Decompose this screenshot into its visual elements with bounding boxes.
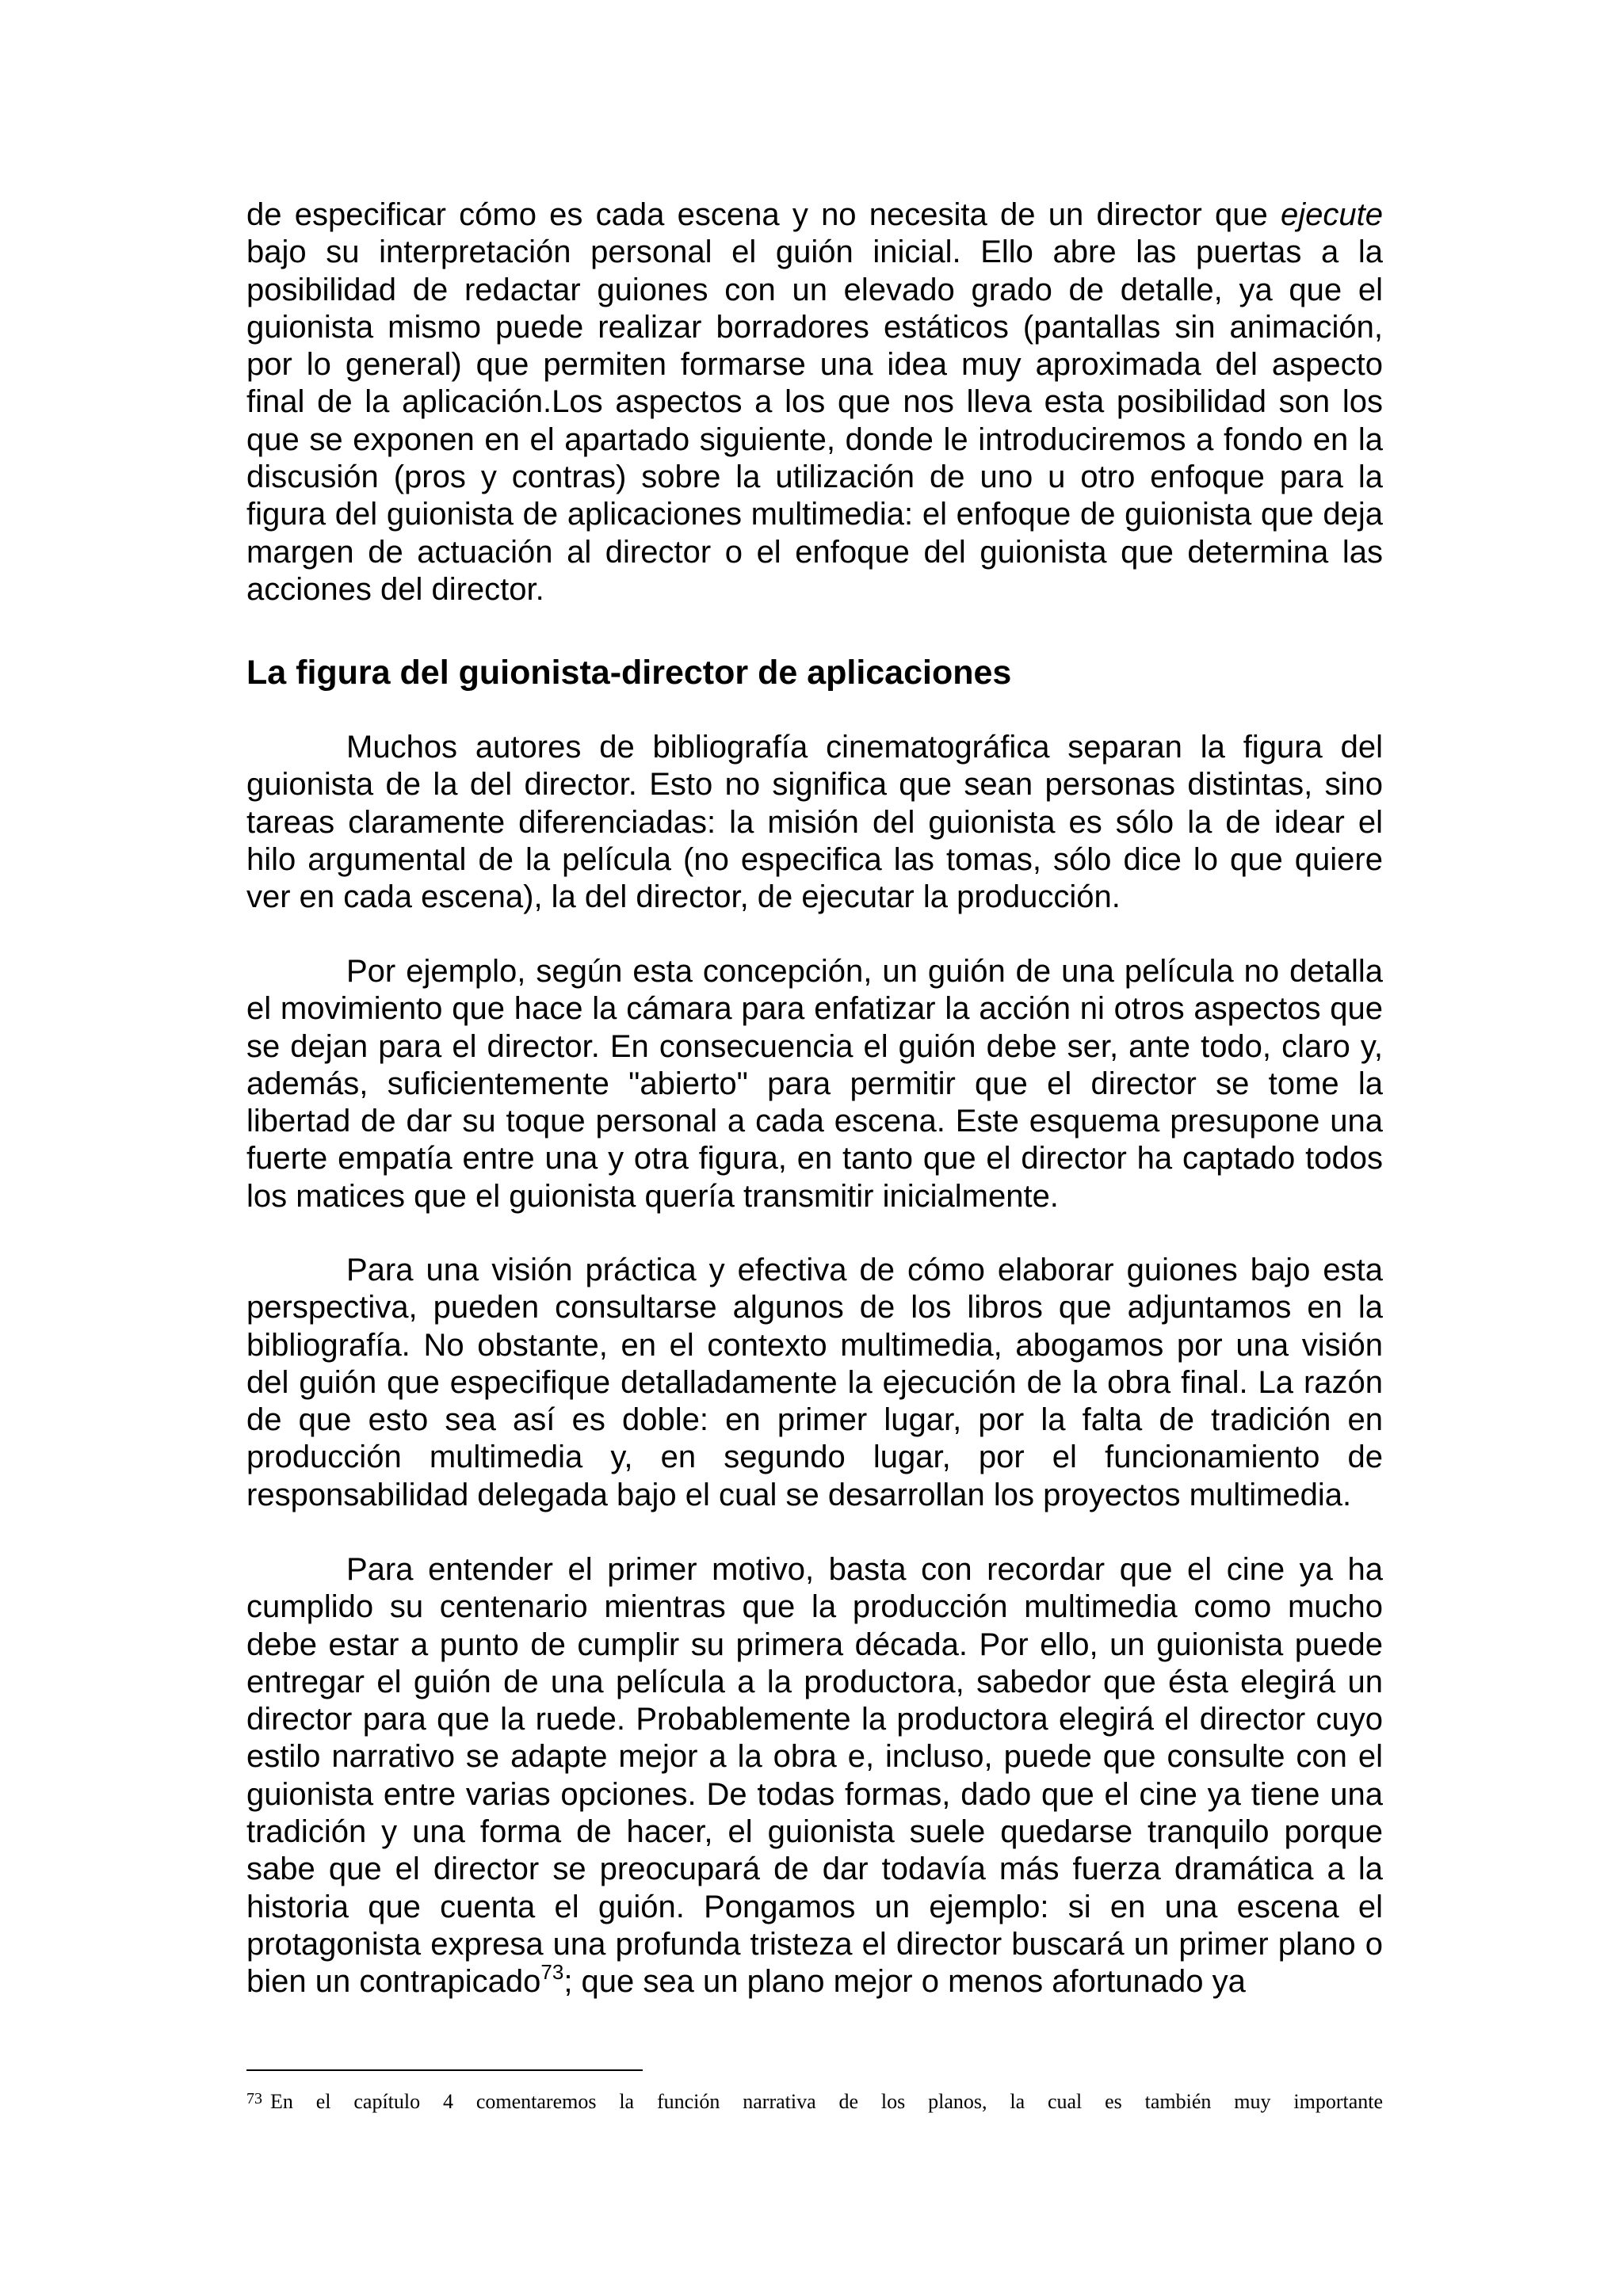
paragraph-intro-text-2: bajo su interpretación personal el guión inicial. Ello abre las puertas a la posibilidad de redactar guiones con un elevado grado de detalle, ya que el guionista mismo puede realizar borradores estáticos (pantallas sin animación, por lo general) que permiten formarse una idea muy aproximada del aspecto final de la aplicación.Los aspectos a los que nos lleva esta posibilidad son los que se exponen en el apartado siguiente, donde le introduciremos a fondo en la discusión (pros y contras) sobre la utilización de uno u otro enfoque para la figura del guionista de aplicaciones multimedia: el enfoque de guionista que deja margen de actuación al director o el enfoque del guionista que determina las acciones del director. [246, 235, 1383, 607]
paragraph-1: Muchos autores de bibliografía cinematográfica separan la figura del guionista de la del director. Esto no significa que sean personas distintas, sino tareas claramente diferenciadas: la misión del guionista es sólo la de idear el hilo argumental de la película (no especifica las tomas, sólo dice lo que quiere ver en cada escena), la del director, de ejecutar la producción. [246, 730, 1383, 915]
paragraph-2: Por ejemplo, según esta concepción, un guión de una película no detalla el movimiento que hace la cámara para enfatizar la acción ni otros aspectos que se dejan para el director. En consecuencia el guión debe ser, ante todo, claro y, además, suficientemente "abierto" para permitir que el director se tome la libertad de dar su toque personal a cada escena. Este esquema presupone una fuerte empatía entre una y otra figura, en tanto que el director ha captado todos los matices que el guionista quería transmitir inicialmente. [246, 954, 1383, 1214]
paragraph-intro-text-1: de especificar cómo es cada escena y no necesita de un director que [246, 197, 1281, 232]
paragraph-4 [246, 1551, 1383, 2001]
emphasis-ejecute: ejecute [1281, 197, 1383, 232]
footnote-text: En el capítulo 4 comentaremos la función narrativa de los planos, la cual es también muy importante [270, 2090, 1383, 2113]
footnote [246, 2085, 1383, 2115]
footnote-separator [246, 2069, 643, 2071]
footnote-reference[interactable]: 73 [540, 1960, 564, 1985]
paragraph-3: Para una visión práctica y efectiva de cómo elaborar guiones bajo esta perspectiva, pueden consultarse algunos de los libros que adjuntamos en la bibliografía. No obstante, en el contexto multimedia, abogamos por una visión del guión que especifique detalladamente la ejecución de la obra final. La razón de que esto sea así es doble: en primer lugar, por la falta de tradición en producción multimedia y, en segundo lugar, por el funcionamiento de responsabilidad delegada bajo el cual se desarrollan los proyectos multimedia. [246, 1253, 1383, 1512]
paragraph-intro [246, 196, 1383, 608]
paragraph-4-text-1: Para entender el primer motivo, basta con recordar que el cine ya ha cumplido su centenario mientras que la producción multimedia como mucho debe estar a punto de cumplir su primera década. Por ello, un guionista puede entregar el guión de una película a la productora, sabedor que ésta elegirá un director para que la ruede. Probablemente la productora elegirá el director cuyo estilo narrativo se adapte mejor a la obra e, incluso, puede que consulte con el guionista entre varias opciones. De todas formas, dado que el cine ya tiene una tradición y una forma de hacer, el guionista suele quedarse tranquilo porque sabe que el director se preocupará de dar todavía más fuerza dramática a la historia que cuenta el guión. Pongamos un ejemplo: si en una escena el protagonista expresa una profunda tristeza el director buscará un primer plano o bien un contrapicado [246, 1552, 1383, 2000]
section-heading: La figura del guionista-director de aplicaciones [246, 654, 1012, 692]
footnote-mark: 73 [246, 2090, 262, 2107]
paragraph-4-text-2: ; que sea un plano mejor o menos afortunado ya [563, 1964, 1246, 2000]
